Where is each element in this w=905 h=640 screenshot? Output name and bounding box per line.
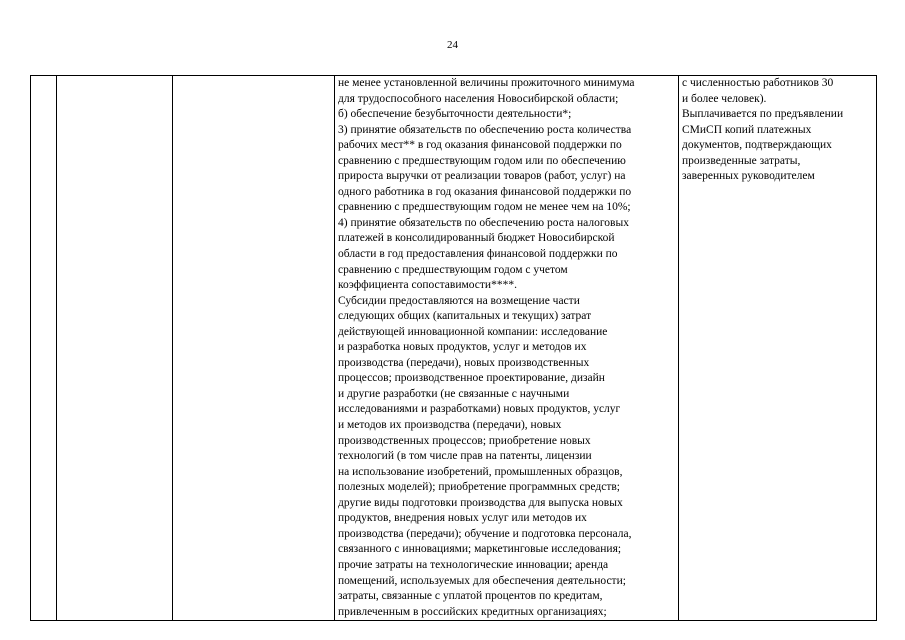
text-line: и разработка новых продуктов, услуг и методов их bbox=[338, 341, 587, 354]
text-line: исследованиями и разработками) новых продуктов, услуг bbox=[338, 403, 621, 416]
text-line: процессов; производственное проектирование, дизайн bbox=[338, 372, 605, 385]
text-line: продуктов, внедрения новых услуг или методов их bbox=[338, 512, 587, 525]
text-line: производства (передачи); обучение и подготовка персонала, bbox=[338, 527, 632, 540]
text-line: прочие затраты на технологические инновации; аренда bbox=[338, 558, 609, 571]
text-line: 4) принятие обязательств по обеспечению роста налоговых bbox=[338, 216, 629, 229]
text-line: сравнению с предшествующим годом не менее чем на 10%; bbox=[338, 201, 631, 214]
text-line: для трудоспособного населения Новосибирской области; bbox=[338, 92, 619, 105]
text-line: б) обеспечение безубыточности деятельности*; bbox=[338, 108, 572, 121]
text-line: и методов их производства (передачи), новых bbox=[338, 419, 562, 432]
text-line: другие виды подготовки производства для выпуска новых bbox=[338, 496, 623, 509]
text-line: рабочих мест** в год оказания финансовой поддержки по bbox=[338, 139, 622, 152]
text-line: действующей инновационной компании: исследование bbox=[338, 325, 608, 338]
text-line: одного работника в год оказания финансовой поддержки по bbox=[338, 185, 632, 198]
payment-terms-cell bbox=[679, 76, 877, 621]
text-line: следующих общих (капитальных и текущих) затрат bbox=[338, 310, 592, 323]
conditions-cell bbox=[335, 76, 679, 621]
text-line: связанного с инновациями; маркетинговые исследования; bbox=[338, 543, 622, 556]
text-line: производственных процессов; приобретение новых bbox=[338, 434, 591, 447]
text-line: производства (передачи), новых производственных bbox=[338, 356, 590, 369]
text-line: технологий (в том числе прав на патенты, лицензии bbox=[338, 450, 592, 463]
text-line: платежей в консолидированный бюджет Новосибирской bbox=[338, 232, 615, 245]
document-table bbox=[30, 75, 877, 621]
text-line: помещений, используемых для обеспечения деятельности; bbox=[338, 574, 626, 587]
text-line: Субсидии предоставляются на возмещение части bbox=[338, 294, 580, 307]
text-line: сравнению с предшествующим годом с учетом bbox=[338, 263, 568, 276]
text-line: с численностью работников 30 bbox=[682, 77, 834, 89]
table-cell-2 bbox=[57, 76, 173, 621]
text-line: привлеченным в российских кредитных организациях; bbox=[338, 605, 607, 618]
text-line: области в год предоставления финансовой поддержки по bbox=[338, 248, 618, 261]
text-line: произведенные затраты, bbox=[682, 154, 801, 167]
text-line: заверенных руководителем bbox=[682, 170, 815, 183]
text-line: документов, подтверждающих bbox=[682, 139, 832, 152]
text-line: не менее установленной величины прожиточного минимума bbox=[338, 77, 635, 89]
page-number: 24 bbox=[447, 39, 458, 51]
text-line: полезных моделей); приобретение программных средств; bbox=[338, 481, 620, 494]
text-line: СМиСП копий платежных bbox=[682, 123, 812, 136]
table-cell-3 bbox=[173, 76, 335, 621]
text-line: сравнению с предшествующим годом или по обеспечению bbox=[338, 154, 626, 167]
text-line: 3) принятие обязательств по обеспечению роста количества bbox=[338, 123, 632, 136]
text-line: на использование изобретений, промышленных образцов, bbox=[338, 465, 623, 478]
text-line: коэффициента сопоставимости****. bbox=[338, 279, 517, 292]
text-line: и другие разработки (не связанные с научными bbox=[338, 387, 570, 400]
text-line: и более человек). bbox=[682, 92, 767, 105]
text-line: прироста выручки от реализации товаров (работ, услуг) на bbox=[338, 170, 626, 183]
text-line: Выплачивается по предъявлении bbox=[682, 108, 844, 121]
table-row bbox=[31, 76, 877, 621]
text-line: затраты, связанные с уплатой процентов по кредитам, bbox=[338, 590, 603, 603]
table-cell-1 bbox=[31, 76, 57, 621]
